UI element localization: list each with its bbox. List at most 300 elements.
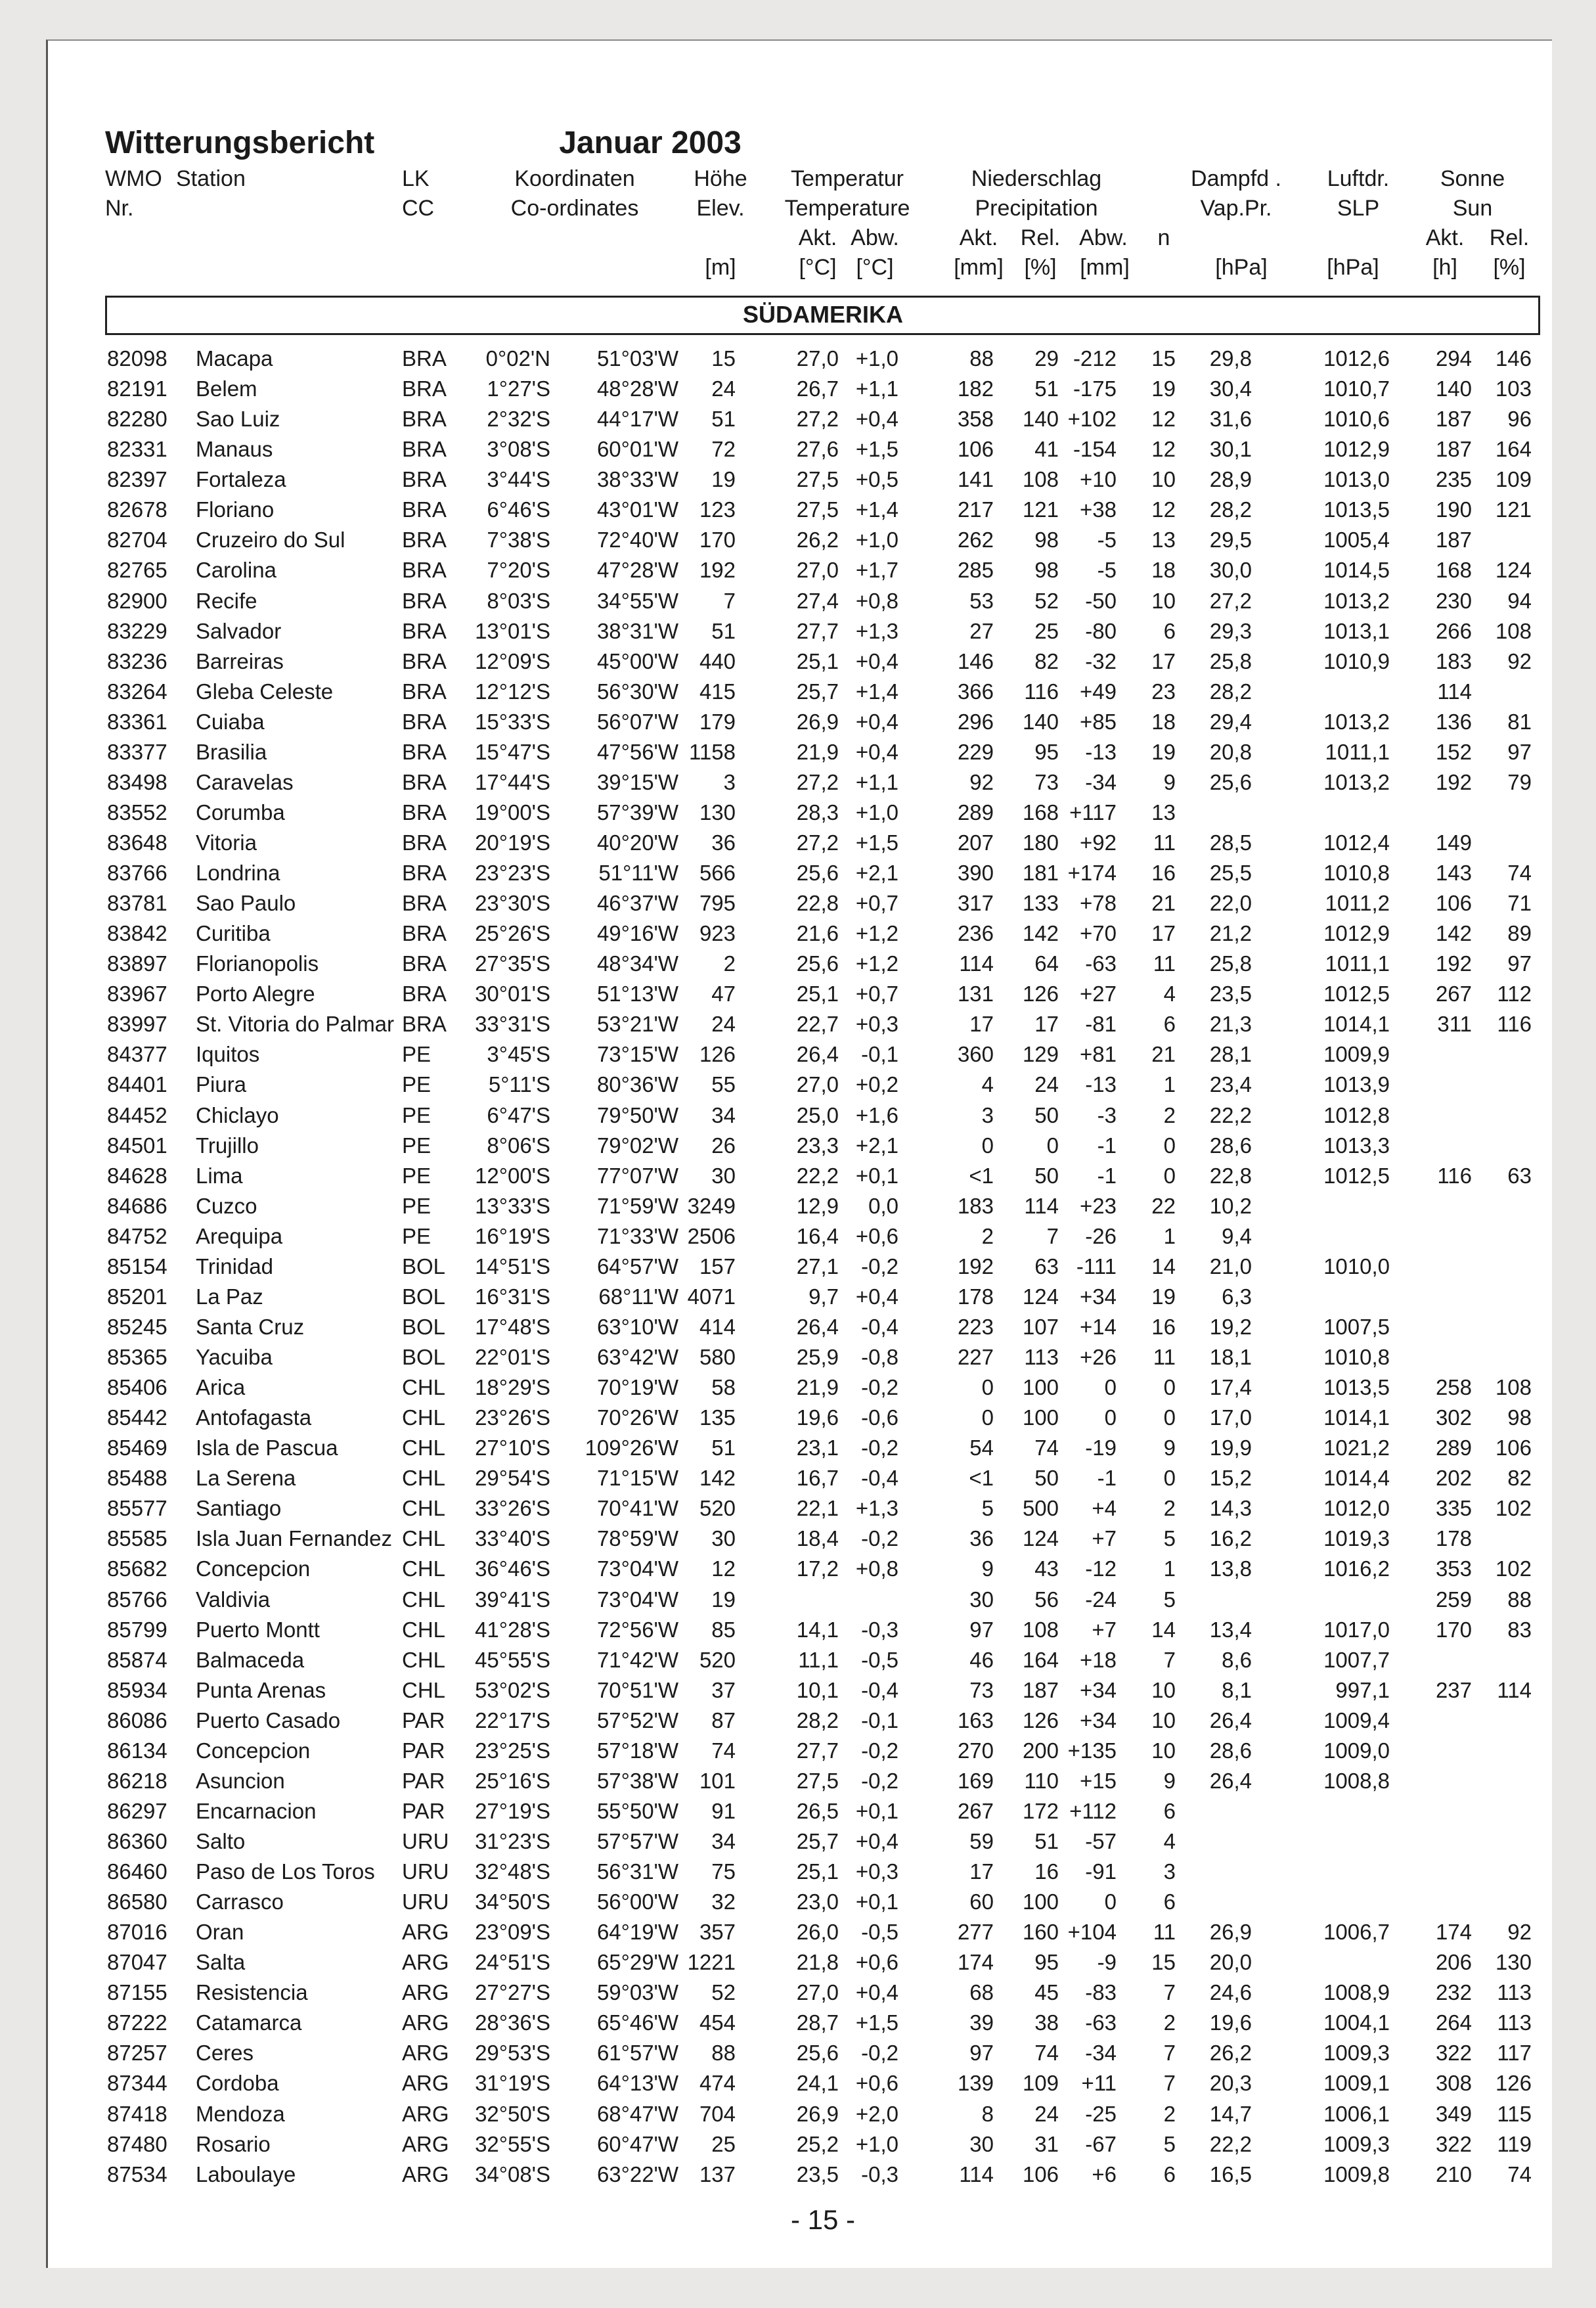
cell-prec-rel: 95 bbox=[1034, 739, 1059, 764]
cell-prec-abw: -3 bbox=[1097, 1102, 1117, 1127]
cell-sun-rel: 63 bbox=[1507, 1163, 1532, 1188]
cell-prec-akt: 223 bbox=[957, 1314, 994, 1339]
cell-slp: 1011,1 bbox=[1325, 739, 1390, 764]
cell-temp-abw: -0,5 bbox=[861, 1647, 898, 1672]
cell-country-code: BRA bbox=[402, 679, 447, 704]
cell-longitude: 45°00'W bbox=[596, 648, 678, 673]
cell-country-code: CHL bbox=[402, 1436, 446, 1460]
table-row bbox=[0, 1072, 1596, 1102]
cell-temp-abw: +2,1 bbox=[855, 1133, 898, 1158]
cell-prec-abw: +34 bbox=[1080, 1284, 1117, 1309]
cell-sun-akt: 143 bbox=[1435, 861, 1472, 885]
cell-sun-rel: 81 bbox=[1507, 709, 1532, 734]
cell-temp-abw: +2,1 bbox=[855, 861, 898, 885]
cell-sun-rel: 124 bbox=[1495, 558, 1532, 583]
cell-temp-akt: 22,2 bbox=[796, 1163, 839, 1188]
cell-latitude: 45°55'S bbox=[475, 1647, 550, 1672]
hdr-luftdruck: Luftdr. bbox=[1327, 166, 1390, 191]
cell-slp: 1007,7 bbox=[1323, 1647, 1390, 1672]
cell-country-code: BOL bbox=[402, 1254, 446, 1278]
cell-prec-rel: 114 bbox=[1024, 1193, 1059, 1218]
cell-wmo-nr: 84752 bbox=[107, 1223, 167, 1248]
hdr-prec-abw: Abw. bbox=[1079, 225, 1128, 250]
cell-elevation: 19 bbox=[711, 1587, 736, 1612]
cell-elevation: 4071 bbox=[687, 1284, 736, 1309]
cell-longitude: 64°13'W bbox=[596, 2071, 678, 2096]
cell-prec-n: 18 bbox=[1151, 709, 1176, 734]
cell-sun-akt: 114 bbox=[1437, 679, 1472, 704]
cell-latitude: 3°08'S bbox=[487, 437, 550, 462]
cell-sun-akt: 267 bbox=[1435, 982, 1472, 1007]
cell-temp-akt: 12,9 bbox=[796, 1193, 839, 1218]
cell-wmo-nr: 87480 bbox=[107, 2131, 167, 2156]
cell-latitude: 13°01'S bbox=[475, 618, 550, 643]
cell-sun-akt: 174 bbox=[1435, 1920, 1472, 1945]
cell-temp-akt: 26,4 bbox=[796, 1042, 839, 1067]
cell-prec-n: 12 bbox=[1151, 497, 1176, 522]
cell-longitude: 71°15'W bbox=[596, 1466, 678, 1491]
table-row bbox=[0, 2071, 1596, 2101]
cell-temp-abw: +0,8 bbox=[855, 588, 898, 613]
cell-temp-akt: 23,3 bbox=[796, 1133, 839, 1158]
cell-prec-abw: +34 bbox=[1080, 1677, 1117, 1702]
cell-prec-n: 23 bbox=[1151, 679, 1176, 704]
cell-temp-abw: +1,2 bbox=[855, 921, 898, 946]
cell-country-code: BRA bbox=[402, 437, 447, 462]
cell-prec-akt: 182 bbox=[957, 376, 994, 401]
cell-prec-rel: 126 bbox=[1022, 1708, 1059, 1732]
cell-slp: 1013,0 bbox=[1323, 467, 1390, 492]
hdr-unit-sun-pct: [%] bbox=[1493, 255, 1526, 280]
cell-elevation: 1221 bbox=[687, 1950, 736, 1975]
cell-vapour-pressure: 26,2 bbox=[1209, 2041, 1252, 2066]
cell-sun-rel: 146 bbox=[1495, 346, 1532, 371]
cell-station-name: Yacuiba bbox=[196, 1345, 273, 1369]
cell-station-name: Puerto Casado bbox=[196, 1708, 341, 1732]
cell-slp: 1008,9 bbox=[1323, 1980, 1390, 2005]
table-row bbox=[0, 2102, 1596, 2132]
cell-latitude: 28°36'S bbox=[475, 2010, 550, 2035]
cell-prec-akt: 68 bbox=[969, 1980, 994, 2005]
cell-prec-rel: 51 bbox=[1034, 376, 1059, 401]
cell-elevation: 19 bbox=[711, 467, 736, 492]
cell-latitude: 12°12'S bbox=[475, 679, 550, 704]
hdr-prec-n: n bbox=[1157, 225, 1170, 250]
cell-vapour-pressure: 29,4 bbox=[1209, 709, 1252, 734]
cell-temp-akt: 27,5 bbox=[796, 467, 839, 492]
cell-slp: 1009,4 bbox=[1323, 1708, 1390, 1732]
cell-elevation: 474 bbox=[699, 2071, 736, 2096]
cell-prec-akt: 262 bbox=[957, 528, 994, 553]
cell-slp: 1011,1 bbox=[1325, 951, 1390, 976]
cell-prec-akt: 267 bbox=[957, 1798, 994, 1823]
cell-temp-akt: 11,1 bbox=[798, 1647, 839, 1672]
cell-slp: 1010,9 bbox=[1323, 648, 1390, 673]
cell-country-code: PE bbox=[402, 1133, 432, 1158]
cell-sun-akt: 349 bbox=[1435, 2101, 1472, 2126]
cell-station-name: Balmaceda bbox=[196, 1647, 305, 1672]
cell-latitude: 13°33'S bbox=[475, 1193, 550, 1218]
cell-longitude: 34°55'W bbox=[596, 588, 678, 613]
cell-prec-rel: 41 bbox=[1034, 437, 1059, 462]
cell-station-name: Santa Cruz bbox=[196, 1314, 305, 1339]
hdr-slp: SLP bbox=[1337, 196, 1380, 221]
cell-temp-abw: -0,1 bbox=[861, 1708, 898, 1732]
cell-prec-abw: +92 bbox=[1080, 830, 1117, 855]
cell-temp-akt: 22,7 bbox=[796, 1012, 839, 1037]
cell-latitude: 16°19'S bbox=[475, 1223, 550, 1248]
cell-longitude: 40°20'W bbox=[596, 830, 678, 855]
cell-vapour-pressure: 13,8 bbox=[1209, 1556, 1252, 1581]
cell-prec-rel: 45 bbox=[1034, 1980, 1059, 2005]
cell-latitude: 31°19'S bbox=[475, 2071, 550, 2096]
cell-prec-akt: 97 bbox=[969, 1617, 994, 1642]
cell-vapour-pressure: 20,8 bbox=[1209, 739, 1252, 764]
table-row bbox=[0, 982, 1596, 1012]
cell-sun-akt: 140 bbox=[1435, 376, 1472, 401]
table-row bbox=[0, 619, 1596, 649]
cell-wmo-nr: 85469 bbox=[107, 1436, 167, 1460]
cell-vapour-pressure: 19,6 bbox=[1209, 2010, 1252, 2035]
cell-elevation: 7 bbox=[723, 588, 736, 613]
cell-latitude: 30°01'S bbox=[475, 982, 550, 1007]
cell-sun-akt: 289 bbox=[1435, 1436, 1472, 1460]
cell-prec-akt: <1 bbox=[969, 1466, 994, 1491]
cell-prec-rel: 140 bbox=[1022, 709, 1059, 734]
cell-longitude: 49°16'W bbox=[596, 921, 678, 946]
cell-prec-abw: -50 bbox=[1085, 588, 1117, 613]
cell-prec-rel: 7 bbox=[1046, 1223, 1059, 1248]
cell-sun-akt: 187 bbox=[1435, 528, 1472, 553]
cell-sun-rel: 109 bbox=[1495, 467, 1532, 492]
table-row bbox=[0, 1254, 1596, 1284]
cell-station-name: Mendoza bbox=[196, 2101, 285, 2126]
cell-latitude: 20°19'S bbox=[475, 830, 550, 855]
cell-vapour-pressure: 25,5 bbox=[1209, 861, 1252, 885]
cell-temp-akt: 23,5 bbox=[796, 2161, 839, 2186]
cell-latitude: 31°23'S bbox=[475, 1828, 550, 1853]
cell-prec-rel: 38 bbox=[1034, 2010, 1059, 2035]
cell-temp-akt: 14,1 bbox=[796, 1617, 839, 1642]
cell-country-code: CHL bbox=[402, 1405, 446, 1430]
cell-sun-akt: 190 bbox=[1435, 497, 1472, 522]
cell-longitude: 57°39'W bbox=[596, 800, 678, 825]
cell-sun-rel: 108 bbox=[1495, 1375, 1532, 1399]
cell-prec-abw: +38 bbox=[1080, 497, 1117, 522]
cell-elevation: 580 bbox=[699, 1345, 736, 1369]
cell-latitude: 6°47'S bbox=[487, 1102, 550, 1127]
cell-longitude: 48°28'W bbox=[596, 376, 678, 401]
cell-prec-akt: 178 bbox=[957, 1284, 994, 1309]
cell-sun-rel: 121 bbox=[1495, 497, 1532, 522]
cell-elevation: 130 bbox=[699, 800, 736, 825]
cell-prec-n: 16 bbox=[1151, 1314, 1176, 1339]
table-row bbox=[0, 346, 1596, 376]
cell-station-name: Brasilia bbox=[196, 739, 267, 764]
cell-temp-abw: +0,7 bbox=[855, 982, 898, 1007]
cell-elevation: 47 bbox=[711, 982, 736, 1007]
cell-prec-rel: 121 bbox=[1022, 497, 1059, 522]
region-label: SÜDAMERIKA bbox=[742, 301, 904, 328]
cell-temp-abw: -0,4 bbox=[861, 1314, 898, 1339]
cell-temp-abw: +0,4 bbox=[855, 407, 898, 432]
cell-prec-akt: 60 bbox=[969, 1889, 994, 1914]
cell-sun-akt: 116 bbox=[1437, 1163, 1472, 1188]
cell-prec-rel: 500 bbox=[1022, 1496, 1059, 1521]
cell-longitude: 79°02'W bbox=[596, 1133, 678, 1158]
table-row bbox=[0, 1103, 1596, 1133]
cell-prec-n: 0 bbox=[1163, 1405, 1176, 1430]
cell-prec-rel: 95 bbox=[1034, 1950, 1059, 1975]
cell-longitude: 63°10'W bbox=[596, 1314, 678, 1339]
cell-prec-rel: 51 bbox=[1034, 1828, 1059, 1853]
cell-station-name: Carrasco bbox=[196, 1889, 284, 1914]
table-row bbox=[0, 1708, 1596, 1738]
table-row bbox=[0, 1284, 1596, 1315]
cell-elevation: 520 bbox=[699, 1647, 736, 1672]
cell-prec-rel: 100 bbox=[1022, 1889, 1059, 1914]
cell-country-code: BRA bbox=[402, 739, 447, 764]
cell-sun-rel: 98 bbox=[1507, 1405, 1532, 1430]
cell-longitude: 73°15'W bbox=[596, 1042, 678, 1067]
cell-prec-n: 11 bbox=[1153, 1920, 1176, 1945]
cell-sun-rel: 92 bbox=[1507, 648, 1532, 673]
cell-temp-akt: 27,5 bbox=[796, 1768, 839, 1793]
cell-elevation: 1158 bbox=[689, 739, 736, 764]
cell-country-code: BRA bbox=[402, 497, 447, 522]
cell-elevation: 34 bbox=[711, 1102, 736, 1127]
cell-prec-rel: 116 bbox=[1024, 679, 1059, 704]
cell-prec-akt: 169 bbox=[957, 1768, 994, 1793]
cell-wmo-nr: 85245 bbox=[107, 1314, 167, 1339]
cell-country-code: ARG bbox=[402, 2071, 449, 2096]
cell-station-name: La Serena bbox=[196, 1466, 296, 1491]
cell-slp: 1013,2 bbox=[1323, 709, 1390, 734]
cell-prec-rel: 181 bbox=[1022, 861, 1059, 885]
cell-longitude: 61°57'W bbox=[596, 2041, 678, 2066]
cell-elevation: 51 bbox=[711, 1436, 736, 1460]
cell-sun-akt: 294 bbox=[1435, 346, 1472, 371]
cell-slp: 1010,8 bbox=[1323, 1345, 1390, 1369]
cell-prec-n: 0 bbox=[1163, 1375, 1176, 1399]
cell-wmo-nr: 86580 bbox=[107, 1889, 167, 1914]
cell-latitude: 33°40'S bbox=[475, 1526, 550, 1551]
cell-sun-rel: 126 bbox=[1495, 2071, 1532, 2096]
cell-country-code: BOL bbox=[402, 1345, 446, 1369]
cell-temp-akt: 26,5 bbox=[796, 1798, 839, 1823]
cell-sun-akt: 237 bbox=[1435, 1677, 1472, 1702]
cell-slp: 1021,2 bbox=[1323, 1436, 1390, 1460]
cell-prec-n: 2 bbox=[1163, 2101, 1176, 2126]
cell-sun-rel: 74 bbox=[1507, 861, 1532, 885]
cell-vapour-pressure: 10,2 bbox=[1209, 1193, 1252, 1218]
cell-temp-abw: -0,3 bbox=[861, 1617, 898, 1642]
cell-country-code: ARG bbox=[402, 2010, 449, 2035]
cell-prec-abw: -80 bbox=[1085, 618, 1117, 643]
cell-elevation: 3 bbox=[723, 769, 736, 794]
hdr-sonne: Sonne bbox=[1440, 166, 1505, 191]
cell-slp: 1013,1 bbox=[1323, 618, 1390, 643]
cell-temp-abw: +0,1 bbox=[855, 1889, 898, 1914]
cell-latitude: 1°27'S bbox=[487, 376, 550, 401]
cell-prec-rel: 124 bbox=[1022, 1284, 1059, 1309]
table-row bbox=[0, 1345, 1596, 1375]
cell-prec-akt: <1 bbox=[969, 1163, 994, 1188]
cell-prec-n: 22 bbox=[1151, 1193, 1176, 1218]
cell-vapour-pressure: 15,2 bbox=[1209, 1466, 1252, 1491]
cell-prec-akt: 30 bbox=[969, 1587, 994, 1612]
cell-wmo-nr: 84501 bbox=[107, 1133, 167, 1158]
cell-country-code: URU bbox=[402, 1859, 449, 1884]
cell-temp-abw: -0,3 bbox=[861, 2161, 898, 2186]
cell-sun-rel: 117 bbox=[1497, 2041, 1532, 2066]
cell-wmo-nr: 87222 bbox=[107, 2010, 167, 2035]
cell-wmo-nr: 83997 bbox=[107, 1012, 167, 1037]
cell-sun-rel: 83 bbox=[1507, 1617, 1532, 1642]
cell-temp-akt: 27,0 bbox=[796, 346, 839, 371]
cell-station-name: Resistencia bbox=[196, 1980, 308, 2005]
cell-temp-akt: 24,1 bbox=[796, 2071, 839, 2096]
cell-station-name: Recife bbox=[196, 588, 257, 613]
cell-station-name: Arequipa bbox=[196, 1223, 283, 1248]
cell-wmo-nr: 83897 bbox=[107, 951, 167, 976]
cell-prec-abw: -1 bbox=[1097, 1466, 1117, 1491]
cell-temp-akt: 23,0 bbox=[796, 1889, 839, 1914]
cell-prec-rel: 16 bbox=[1034, 1859, 1059, 1884]
cell-wmo-nr: 87155 bbox=[107, 1980, 167, 2005]
cell-vapour-pressure: 27,2 bbox=[1209, 588, 1252, 613]
cell-longitude: 39°15'W bbox=[596, 769, 678, 794]
cell-elevation: 157 bbox=[699, 1254, 736, 1278]
hdr-prec-akt: Akt. bbox=[959, 225, 998, 250]
cell-vapour-pressure: 29,3 bbox=[1209, 618, 1252, 643]
cell-wmo-nr: 83236 bbox=[107, 648, 167, 673]
cell-prec-akt: 92 bbox=[969, 769, 994, 794]
cell-prec-rel: 124 bbox=[1022, 1526, 1059, 1551]
cell-temp-abw: +1,0 bbox=[855, 346, 898, 371]
cell-prec-akt: 53 bbox=[969, 588, 994, 613]
cell-longitude: 57°57'W bbox=[596, 1828, 678, 1853]
cell-prec-rel: 180 bbox=[1022, 830, 1059, 855]
cell-country-code: BRA bbox=[402, 709, 447, 734]
cell-station-name: Salvador bbox=[196, 618, 282, 643]
cell-latitude: 36°46'S bbox=[475, 1556, 550, 1581]
cell-temp-abw: +0,4 bbox=[855, 1284, 898, 1309]
cell-wmo-nr: 83552 bbox=[107, 800, 167, 825]
cell-prec-n: 5 bbox=[1163, 1526, 1176, 1551]
cell-elevation: 91 bbox=[711, 1798, 736, 1823]
cell-country-code: BRA bbox=[402, 1012, 447, 1037]
cell-station-name: Manaus bbox=[196, 437, 273, 462]
cell-slp: 1006,1 bbox=[1323, 2101, 1390, 2126]
table-row bbox=[0, 1436, 1596, 1466]
cell-wmo-nr: 87047 bbox=[107, 1950, 167, 1975]
cell-longitude: 63°22'W bbox=[596, 2161, 678, 2186]
cell-wmo-nr: 82765 bbox=[107, 558, 167, 583]
cell-country-code: URU bbox=[402, 1889, 449, 1914]
hdr-prec-rel: Rel. bbox=[1020, 225, 1061, 250]
cell-temp-abw: +0,2 bbox=[855, 1072, 898, 1097]
cell-station-name: Piura bbox=[196, 1072, 247, 1097]
cell-vapour-pressure: 22,2 bbox=[1209, 1102, 1252, 1127]
cell-temp-akt: 26,2 bbox=[796, 528, 839, 553]
cell-sun-rel: 113 bbox=[1497, 1980, 1532, 2005]
cell-country-code: BOL bbox=[402, 1284, 446, 1309]
cell-station-name: Paso de Los Toros bbox=[196, 1859, 375, 1884]
cell-elevation: 192 bbox=[699, 558, 736, 583]
cell-latitude: 33°26'S bbox=[475, 1496, 550, 1521]
cell-latitude: 17°48'S bbox=[475, 1314, 550, 1339]
cell-prec-rel: 109 bbox=[1022, 2071, 1059, 2096]
cell-elevation: 55 bbox=[711, 1072, 736, 1097]
cell-elevation: 87 bbox=[711, 1708, 736, 1732]
cell-sun-akt: 311 bbox=[1437, 1012, 1472, 1037]
cell-temp-abw: +1,1 bbox=[855, 769, 898, 794]
table-row bbox=[0, 1556, 1596, 1587]
cell-latitude: 27°35'S bbox=[475, 951, 550, 976]
cell-wmo-nr: 82900 bbox=[107, 588, 167, 613]
table-row bbox=[0, 861, 1596, 891]
cell-longitude: 56°07'W bbox=[596, 709, 678, 734]
table-row bbox=[0, 467, 1596, 497]
cell-longitude: 65°46'W bbox=[596, 2010, 678, 2035]
cell-prec-abw: -1 bbox=[1097, 1163, 1117, 1188]
cell-prec-abw: +15 bbox=[1080, 1768, 1117, 1793]
cell-temp-akt: 27,7 bbox=[796, 1738, 839, 1763]
cell-slp: 1014,1 bbox=[1323, 1012, 1390, 1037]
cell-wmo-nr: 87257 bbox=[107, 2041, 167, 2066]
cell-temp-abw: -0,2 bbox=[861, 1768, 898, 1793]
cell-prec-abw: -57 bbox=[1085, 1828, 1117, 1853]
cell-vapour-pressure: 30,0 bbox=[1209, 558, 1252, 583]
cell-prec-akt: 3 bbox=[981, 1102, 994, 1127]
cell-prec-n: 1 bbox=[1163, 1072, 1176, 1097]
cell-latitude: 23°23'S bbox=[475, 861, 550, 885]
cell-country-code: URU bbox=[402, 1828, 449, 1853]
cell-country-code: BRA bbox=[402, 648, 447, 673]
cell-temp-akt: 16,7 bbox=[796, 1466, 839, 1491]
table-row bbox=[0, 1194, 1596, 1224]
cell-prec-rel: 110 bbox=[1024, 1768, 1059, 1793]
cell-station-name: Cuiaba bbox=[196, 709, 265, 734]
cell-slp: 1013,9 bbox=[1323, 1072, 1390, 1097]
cell-temp-abw: +1,4 bbox=[855, 679, 898, 704]
cell-sun-rel: 102 bbox=[1495, 1556, 1532, 1581]
cell-station-name: Barreiras bbox=[196, 648, 284, 673]
cell-prec-n: 21 bbox=[1151, 891, 1176, 916]
cell-latitude: 7°38'S bbox=[487, 528, 550, 553]
cell-wmo-nr: 86297 bbox=[107, 1798, 167, 1823]
cell-prec-n: 2 bbox=[1163, 2010, 1176, 2035]
cell-prec-n: 14 bbox=[1151, 1617, 1176, 1642]
cell-slp: 1012,9 bbox=[1323, 921, 1390, 946]
cell-station-name: Cruzeiro do Sul bbox=[196, 528, 345, 553]
cell-latitude: 22°01'S bbox=[475, 1345, 550, 1369]
cell-latitude: 41°28'S bbox=[475, 1617, 550, 1642]
cell-longitude: 38°33'W bbox=[596, 467, 678, 492]
cell-country-code: CHL bbox=[402, 1375, 446, 1399]
table-row bbox=[0, 710, 1596, 740]
cell-latitude: 19°00'S bbox=[475, 800, 550, 825]
cell-prec-abw: -34 bbox=[1085, 2041, 1117, 2066]
cell-slp: 1012,9 bbox=[1323, 437, 1390, 462]
cell-prec-rel: 140 bbox=[1022, 407, 1059, 432]
cell-country-code: CHL bbox=[402, 1496, 446, 1521]
cell-longitude: 64°57'W bbox=[596, 1254, 678, 1278]
cell-sun-akt: 206 bbox=[1435, 1950, 1472, 1975]
cell-station-name: Isla Juan Fernandez bbox=[196, 1526, 393, 1551]
cell-wmo-nr: 83967 bbox=[107, 982, 167, 1007]
